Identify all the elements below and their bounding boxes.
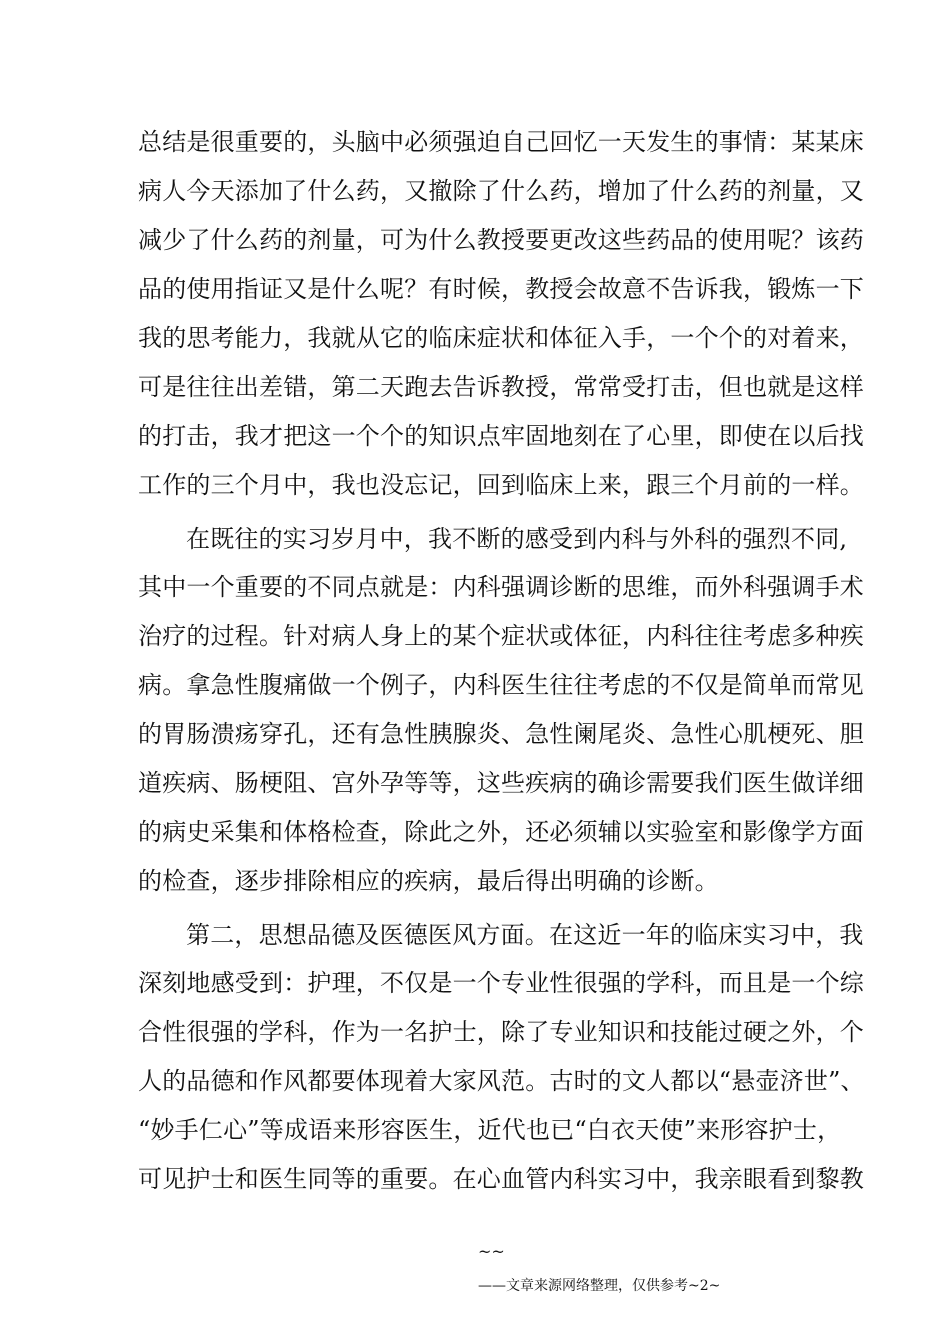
- text-line: 减少了什么药的剂量，可为什么教授要更改这些药品的使用呢？该药: [138, 226, 864, 254]
- text-line: 可是往往出差错，第二天跑去告诉教授，常常受打击，但也就是这样: [138, 373, 864, 401]
- text-line: 总结是很重要的，头脑中必须强迫自己回忆一天发生的事情：某某床: [138, 128, 864, 156]
- text-line: 人的品德和作风都要体现着大家风范。古时的文人都以“悬壶济世”、: [138, 1067, 865, 1095]
- text-line: 病人今天添加了什么药，又撤除了什么药，增加了什么药的剂量，又: [138, 177, 864, 205]
- text-line: 治疗的过程。针对病人身上的某个症状或体征，内科往往考虑多种疾: [138, 622, 864, 650]
- text-line: 的检查，逐步排除相应的疾病，最后得出明确的诊断。: [138, 867, 719, 895]
- text-line: 我的思考能力，我就从它的临床症状和体征入手，一个个的对着来，: [138, 324, 864, 352]
- text-line: 的胃肠溃疡穿孔，还有急性胰腺炎、急性阑尾炎、急性心肌梗死、胆: [138, 720, 864, 748]
- text-line: 深刻地感受到：护理，不仅是一个专业性很强的学科，而且是一个综: [138, 969, 864, 997]
- text-line: 其中一个重要的不同点就是：内科强调诊断的思维，而外科强调手术: [138, 573, 864, 601]
- text-line: 合性很强的学科，作为一名护士，除了专业知识和技能过硬之外，个: [138, 1018, 864, 1046]
- text-line: 品的使用指证又是什么呢？有时候，教授会故意不告诉我，锻炼一下: [138, 275, 864, 303]
- footer-tilde: ~~: [478, 1242, 505, 1261]
- paragraph-first-line: 第二，思想品德及医德医风方面。在这近一年的临床实习中，我: [186, 921, 864, 949]
- text-line: 工作的三个月中，我也没忘记，回到临床上来，跟三个月前的一样。: [138, 471, 864, 499]
- text-line: “妙手仁心”等成语来形容医生，近代也已“白衣天使”来形容护士，: [138, 1116, 842, 1144]
- text-line: 的病史采集和体格检查，除此之外，还必须辅以实验室和影像学方面: [138, 818, 864, 846]
- text-line: 的打击，我才把这一个个的知识点牢固地刻在了心里，即使在以后找: [138, 422, 864, 450]
- text-line: 可见护士和医生同等的重要。在心血管内科实习中，我亲眼看到黎教: [138, 1165, 864, 1193]
- footer-note: ——文章来源网络整理，仅供参考~2~: [478, 1278, 721, 1294]
- text-line: 病。拿急性腹痛做一个例子，内科医生往往考虑的不仅是简单而常见: [138, 671, 864, 699]
- paragraph-first-line: 在既往的实习岁月中，我不断的感受到内科与外科的强烈不同,: [186, 525, 848, 553]
- text-line: 道疾病、肠梗阻、宫外孕等等，这些疾病的确诊需要我们医生做详细: [138, 769, 864, 797]
